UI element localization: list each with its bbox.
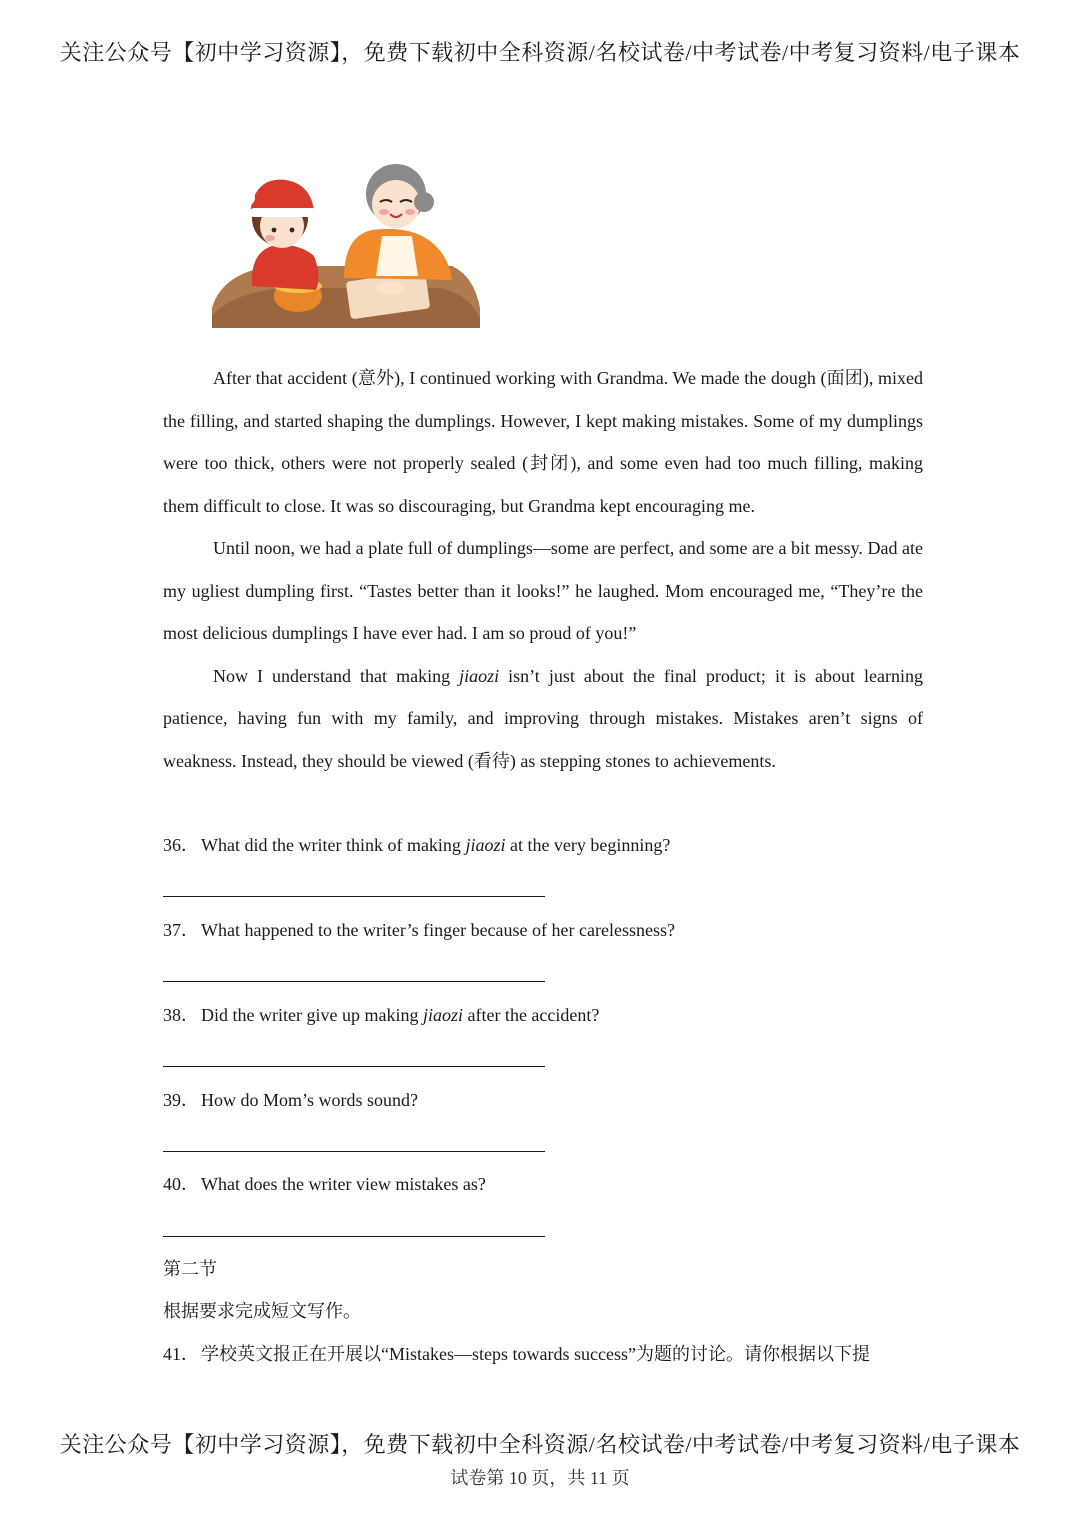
writing-instruction: 根据要求完成短文写作。 [163,1301,361,1321]
answer-line-40[interactable] [163,1236,545,1237]
passage-paragraph-3: Now I understand that making jiaozi isn’t just about the final product; it is about learning patience, having fun with my family, and improving through mistakes. Mistakes aren’t signs of weakness. Instead, they should be viewed (看待) as stepping stones to achievements. [163,665,923,771]
question-38: 38． Did the writer give up making jiaozi after the accident? [163,1005,600,1025]
question-41: 41． 学校英文报正在开展以“Mistakes—steps towards success”为题的讨论。请你根据以下提 [163,1344,870,1364]
reading-passage [163,357,923,782]
answer-line-39[interactable] [163,1151,545,1152]
page-number: 试卷第 10 页，共 11 页 [450,1468,630,1488]
passage-paragraph-2: Until noon, we had a plate full of dumplings—some are perfect, and some are a bit messy. Dad ate my ugliest dumpling first. “Tastes better than it looks!” he laughed. Mom encouraged me, “They’re the most delicious dumplings I have ever had. I am so proud of you!” [163,538,923,643]
answer-line-38[interactable] [163,1066,545,1067]
girl-and-grandma-making-dumplings-illustration [212,158,482,328]
question-36: 36． What did the writer think of making jiaozi at the very beginning? [163,835,671,855]
passage-paragraph-1: After that accident (意外), I continued working with Grandma. We made the dough (面团), mixed the filling, and started shaping the dumplings. However, I kept making mistakes. Some of my dumplings were too thick, others were not properly sealed (封闭), and some even had too much filling, making them difficult to close. It was so discouraging, but Grandma kept encouraging me. [163,368,923,516]
question-40: 40． What does the writer view mistakes as? [163,1174,486,1194]
answer-line-37[interactable] [163,981,545,982]
answer-line-36[interactable] [163,896,545,897]
promo-banner-top: 关注公众号【初中学习资源】，免费下载初中全科资源/名校试卷/中考试卷/中考复习资料/电子课本 [59,40,1021,65]
section-2-title: 第二节 [163,1259,217,1279]
question-37: 37． What happened to the writer’s finger because of her carelessness? [163,920,675,940]
question-39: 39． How do Mom’s words sound? [163,1090,419,1110]
promo-banner-bottom: 关注公众号【初中学习资源】，免费下载初中全科资源/名校试卷/中考试卷/中考复习资料/电子课本 [59,1432,1021,1457]
